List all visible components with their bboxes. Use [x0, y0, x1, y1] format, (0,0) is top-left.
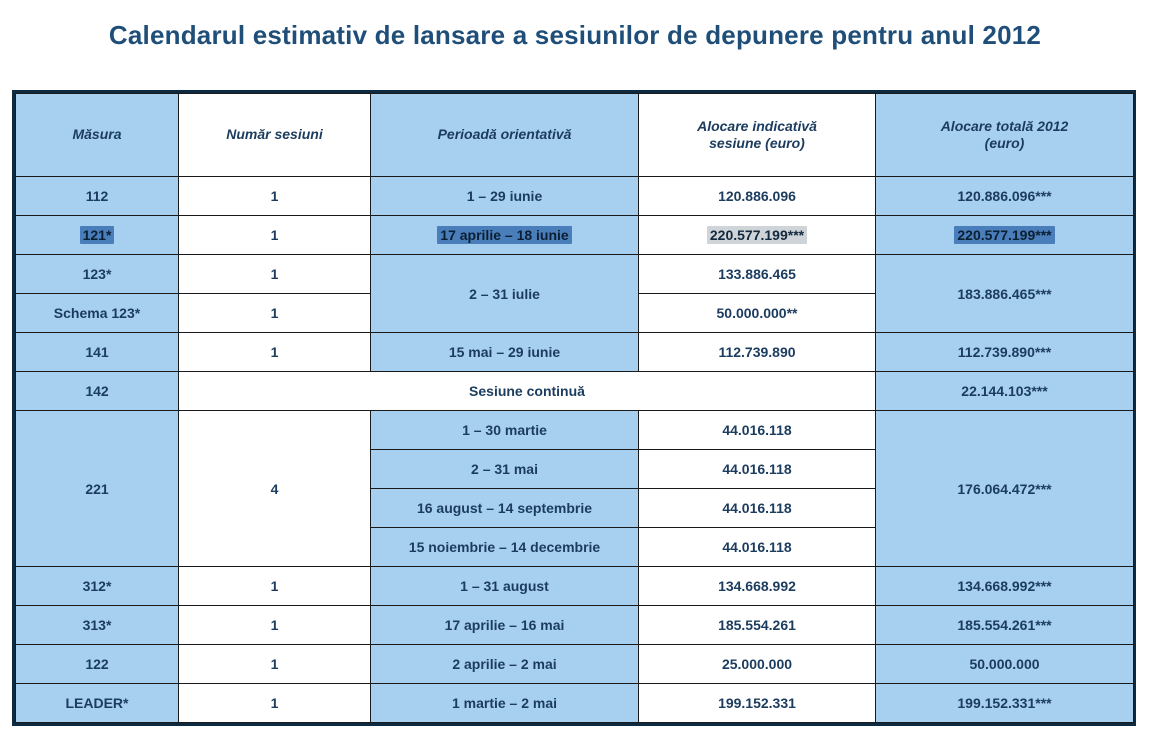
cell-alocare-indicativa: 44.016.118 — [639, 489, 876, 528]
cell-numar-sesiuni: 1 — [179, 684, 371, 723]
cell-numar-sesiuni: 1 — [179, 294, 371, 333]
table-row — [16, 255, 1134, 294]
cell-alocare-totala: 22.144.103*** — [876, 372, 1134, 411]
cell-perioada: 1 martie – 2 mai — [371, 684, 639, 723]
cell-numar-sesiuni: 1 — [179, 177, 371, 216]
calendar-table — [15, 93, 1134, 723]
cell-masura: LEADER* — [16, 684, 179, 723]
column-header-alocare-totala-line2: (euro) — [984, 135, 1025, 151]
cell-perioada: 1 – 29 iunie — [371, 177, 639, 216]
cell-alocare-indicativa: 199.152.331 — [639, 684, 876, 723]
cell-perioada: 2 aprilie – 2 mai — [371, 645, 639, 684]
column-header-numar-sesiuni: Număr sesiuni — [179, 94, 371, 177]
column-header-alocare-indicativa-line1: Alocare indicativă — [697, 117, 817, 134]
cell-alocare-totala: 199.152.331*** — [876, 684, 1134, 723]
cell-masura: 112 — [16, 177, 179, 216]
cell-numar-sesiuni: 1 — [179, 567, 371, 606]
cell-alocare-indicativa: 185.554.261 — [639, 606, 876, 645]
cell-numar-sesiuni: 1 — [179, 606, 371, 645]
cell-perioada: 15 mai – 29 iunie — [371, 333, 639, 372]
cell-alocare-totala: 50.000.000 — [876, 645, 1134, 684]
cell-alocare-indicativa: 44.016.118 — [639, 450, 876, 489]
cell-masura — [16, 216, 179, 255]
cell-numar-sesiuni: 1 — [179, 255, 371, 294]
cell-perioada: 1 – 31 august — [371, 567, 639, 606]
cell-masura: 313* — [16, 606, 179, 645]
cell-alocare-indicativa: 133.886.465 — [639, 255, 876, 294]
cell-masura: 123* — [16, 255, 179, 294]
cell-perioada: 15 noiembrie – 14 decembrie — [371, 528, 639, 567]
cell-numar-sesiuni: 1 — [179, 333, 371, 372]
cell-sesiune-continua: Sesiune continuă — [179, 372, 876, 411]
calendar-table-container — [12, 90, 1136, 726]
cell-alocare-totala: 183.886.465*** — [876, 255, 1134, 333]
cell-alocare-totala: 112.739.890*** — [876, 333, 1134, 372]
cell-perioada — [371, 216, 639, 255]
cell-numar-sesiuni: 1 — [179, 216, 371, 255]
cell-alocare-indicativa: 134.668.992 — [639, 567, 876, 606]
table-row — [16, 177, 1134, 216]
cell-masura: 221 — [16, 411, 179, 567]
table-row-selected — [16, 216, 1134, 255]
cell-alocare-indicativa: 25.000.000 — [639, 645, 876, 684]
column-header-perioada: Perioadă orientativă — [371, 94, 639, 177]
cell-alocare-indicativa: 50.000.000** — [639, 294, 876, 333]
cell-perioada: 2 – 31 mai — [371, 450, 639, 489]
table-row — [16, 684, 1134, 723]
cell-alocare-totala: 134.668.992*** — [876, 567, 1134, 606]
cell-alocare-indicativa: 120.886.096 — [639, 177, 876, 216]
cell-masura: Schema 123* — [16, 294, 179, 333]
table-row — [16, 645, 1134, 684]
cell-alocare-indicativa: 112.739.890 — [639, 333, 876, 372]
selected-text: 220.577.199*** — [707, 226, 807, 244]
table-row — [16, 372, 1134, 411]
column-header-alocare-indicativa-line2: sesiune (euro) — [709, 135, 805, 151]
cell-masura: 142 — [16, 372, 179, 411]
cell-alocare-totala — [876, 216, 1134, 255]
cell-alocare-totala: 120.886.096*** — [876, 177, 1134, 216]
cell-masura: 312* — [16, 567, 179, 606]
selected-text: 121* — [80, 226, 115, 244]
cell-perioada: 16 august – 14 septembrie — [371, 489, 639, 528]
table-row — [16, 567, 1134, 606]
table-header-row — [16, 94, 1134, 177]
cell-alocare-totala: 185.554.261*** — [876, 606, 1134, 645]
cell-alocare-indicativa — [639, 216, 876, 255]
table-row — [16, 606, 1134, 645]
cell-numar-sesiuni: 4 — [179, 411, 371, 567]
column-header-alocare-indicativa — [639, 94, 876, 177]
cell-masura: 122 — [16, 645, 179, 684]
column-header-masura: Măsura — [16, 94, 179, 177]
cell-alocare-indicativa: 44.016.118 — [639, 528, 876, 567]
selected-text: 220.577.199*** — [954, 226, 1054, 244]
page-title: Calendarul estimativ de lansare a sesiunilor de depunere pentru anul 2012 — [108, 20, 1042, 50]
cell-numar-sesiuni: 1 — [179, 645, 371, 684]
cell-perioada: 17 aprilie – 16 mai — [371, 606, 639, 645]
table-header — [16, 94, 1134, 177]
selected-text: 17 aprilie – 18 iunie — [437, 226, 571, 244]
table-body — [16, 177, 1134, 723]
column-header-alocare-totala-line1: Alocare totală 2012 — [940, 117, 1069, 134]
table-row — [16, 333, 1134, 372]
cell-alocare-totala: 176.064.472*** — [876, 411, 1134, 567]
cell-masura: 141 — [16, 333, 179, 372]
column-header-alocare-totala — [876, 94, 1134, 177]
table-row — [16, 411, 1134, 450]
cell-perioada: 1 – 30 martie — [371, 411, 639, 450]
cell-alocare-indicativa: 44.016.118 — [639, 411, 876, 450]
cell-perioada: 2 – 31 iulie — [371, 255, 639, 333]
